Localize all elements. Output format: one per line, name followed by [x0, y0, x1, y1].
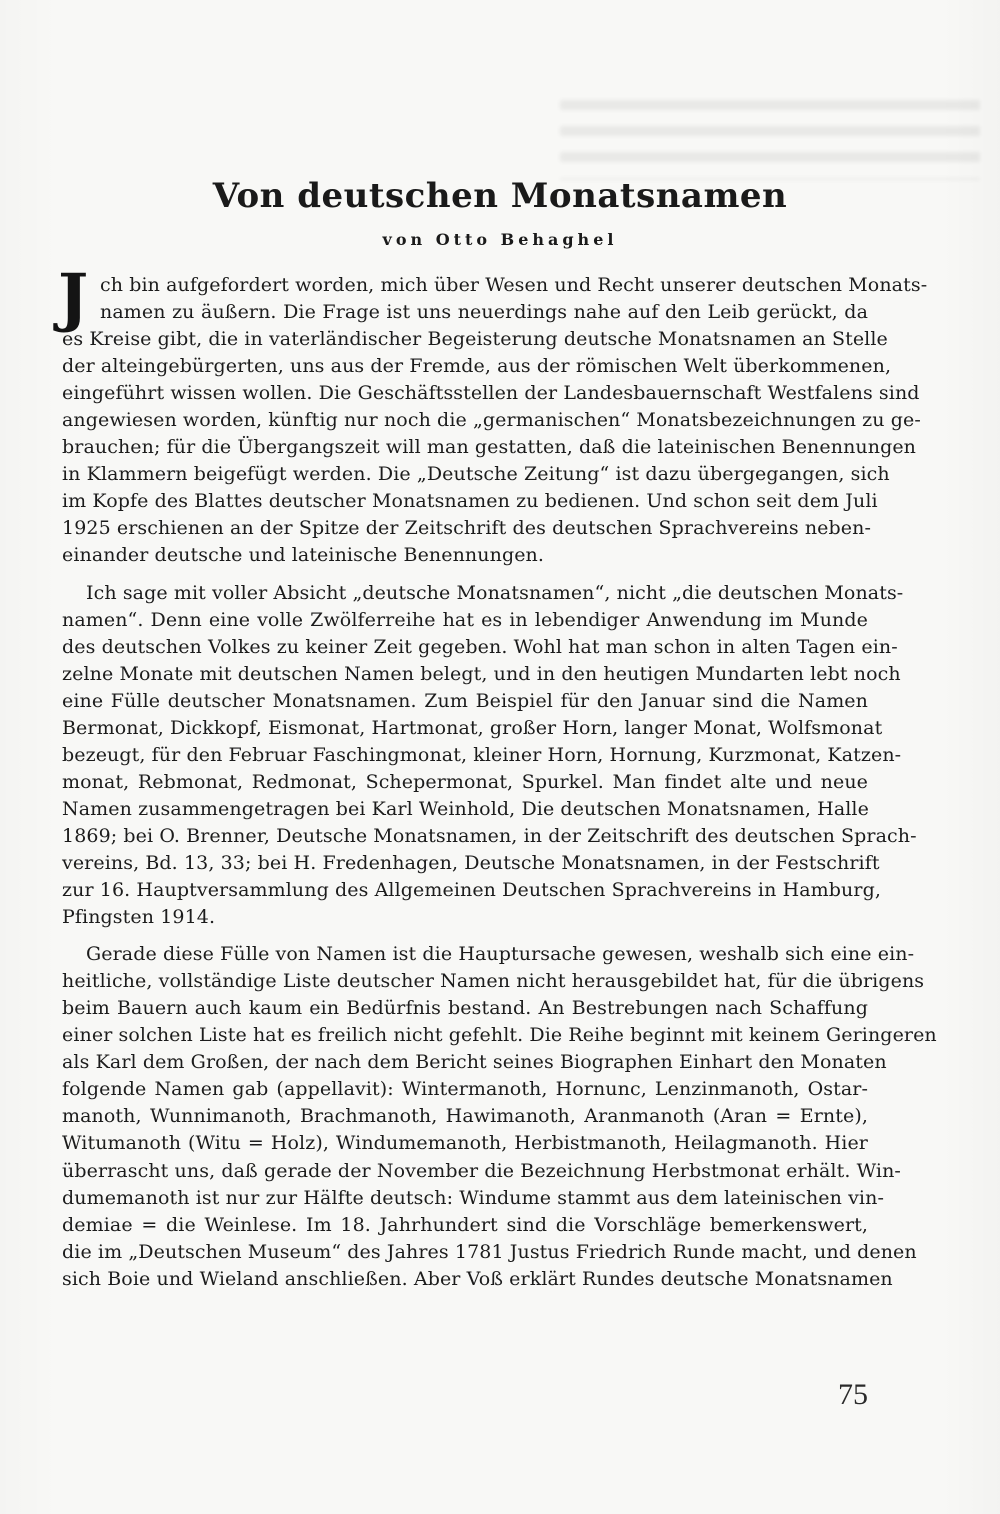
- drop-cap: J: [58, 260, 89, 335]
- text-line: zelne Monate mit deutschen Namen belegt, und in den heutigen Mundarten lebt noch: [62, 662, 901, 685]
- text-line: 1869; bei O. Brenner, Deutsche Monatsnamen, in der Zeitschrift des deutschen Sprach-: [62, 824, 917, 847]
- text-line: im Kopfe des Blattes deutscher Monatsnamen zu bedienen. Und schon seit dem Juli: [62, 490, 878, 513]
- text-line: in Klammern beigefügt werden. Die „Deutsche Zeitung“ ist dazu übergegangen, sich: [62, 463, 890, 486]
- paragraph-spacer: [62, 570, 868, 580]
- text-line: brauchen; für die Übergangszeit will man gestatten, daß die lateinischen Benennungen: [62, 436, 917, 459]
- paragraph-1: [58, 260, 928, 570]
- text-line: manoth, Wunnimanoth, Brachmanoth, Hawimanoth, Aranmanoth (Aran = Ernte),: [62, 1105, 868, 1128]
- paragraph-3: [62, 941, 937, 1293]
- text-line: Gerade diese Fülle von Namen ist die Hauptursache gewesen, weshalb sich eine ein-: [86, 943, 915, 966]
- text-line: Bermonat, Dickkopf, Eismonat, Hartmonat, großer Horn, langer Monat, Wolfsmonat: [62, 716, 883, 739]
- paragraph-spacer: [62, 931, 868, 941]
- text-line: dumemanoth ist nur zur Hälfte deutsch: Windume stammt aus dem lateinischen vin-: [62, 1186, 884, 1209]
- text-line: des deutschen Volkes zu keiner Zeit gegeben. Wohl hat man schon in alten Tagen ein-: [62, 635, 898, 658]
- text-line: Witumanoth (Witu = Holz), Windumemanoth, Herbistmanoth, Heilagmanoth. Hier: [62, 1132, 868, 1155]
- text-line: die im „Deutschen Museum“ des Jahres 1781 Justus Friedrich Runde macht, und denen: [62, 1240, 917, 1263]
- text-line: eine Fülle deutscher Monatsnamen. Zum Beispiel für den Januar sind die Namen: [62, 689, 868, 712]
- text-line: zur 16. Hauptversammlung des Allgemeinen Deutschen Sprachvereins in Hamburg,: [62, 879, 881, 902]
- text-line: es Kreise gibt, die in vaterländischer Begeisterung deutsche Monatsnamen an Stelle: [62, 328, 888, 351]
- text-line: beim Bauern auch kaum ein Bedürfnis bestand. An Bestrebungen nach Schaffung: [62, 997, 868, 1020]
- page-number: 75: [838, 1378, 868, 1411]
- text-line: folgende Namen gab (appellavit): Wintermanoth, Hornunc, Lenzinmanoth, Ostar-: [62, 1078, 868, 1101]
- text-line: sich Boie und Wieland anschließen. Aber Voß erklärt Rundes deutsche Monatsnamen: [62, 1267, 893, 1290]
- text-line: angewiesen worden, künftig nur noch die „germanischen“ Monatsbezeichnungen zu ge-: [62, 409, 921, 432]
- text-line: der alteingebürgerten, uns aus der Fremde, aus der römischen Welt überkommenen,: [62, 355, 892, 378]
- text-line: als Karl dem Großen, der nach dem Bericht seines Biographen Einhart den Monaten: [62, 1051, 887, 1074]
- text-line: einer solchen Liste hat es freilich nicht gefehlt. Die Reihe beginnt mit keinem Geringeren: [62, 1024, 937, 1047]
- paragraph-2: [62, 580, 917, 932]
- text-line: demiae = die Weinlese. Im 18. Jahrhundert sind die Vorschläge bemerkenswert,: [62, 1213, 868, 1236]
- text-line: einander deutsche und lateinische Benennungen.: [62, 544, 545, 567]
- text-line: bezeugt, für den Februar Faschingmonat, kleiner Horn, Hornung, Kurzmonat, Katzen-: [62, 743, 902, 766]
- text-line: ch bin aufgefordert worden, mich über Wesen und Recht unserer deutschen Monats-: [100, 274, 928, 296]
- text-line: namen zu äußern. Die Frage ist uns neuerdings nahe auf den Leib gerückt, da: [100, 301, 868, 324]
- text-line: namen“. Denn eine volle Zwölferreihe hat es in lebendiger Anwendung im Munde: [62, 608, 868, 631]
- article-body: [58, 260, 937, 1293]
- article-byline: von Otto Behaghel: [382, 230, 618, 249]
- bleed-through-texture: [560, 100, 980, 180]
- text-line: Pfingsten 1914.: [62, 906, 216, 929]
- text-line: 1925 erschienen an der Spitze der Zeitschrift des deutschen Sprachvereins neben-: [62, 517, 871, 540]
- text-line: überrascht uns, daß gerade der November die Bezeichnung Herbstmonat erhält. Win-: [62, 1159, 901, 1182]
- text-line: monat, Rebmonat, Redmonat, Schepermonat, Spurkel. Man findet alte und neue: [62, 770, 868, 793]
- text-line: eingeführt wissen wollen. Die Geschäftsstellen der Landesbauernschaft Westfalens sind: [62, 382, 920, 405]
- article-title: Von deutschen Monatsnamen: [212, 176, 788, 216]
- text-line: Namen zusammengetragen bei Karl Weinhold, Die deutschen Monatsnamen, Halle: [62, 797, 869, 820]
- text-line: heitliche, vollständige Liste deutscher Namen nicht herausgebildet hat, für die übrigens: [62, 970, 925, 993]
- text-line: vereins, Bd. 13, 33; bei H. Fredenhagen, Deutsche Monatsnamen, in der Festschrift: [62, 851, 880, 874]
- text-line: Ich sage mit voller Absicht „deutsche Monatsnamen“, nicht „die deutschen Monats-: [86, 581, 904, 604]
